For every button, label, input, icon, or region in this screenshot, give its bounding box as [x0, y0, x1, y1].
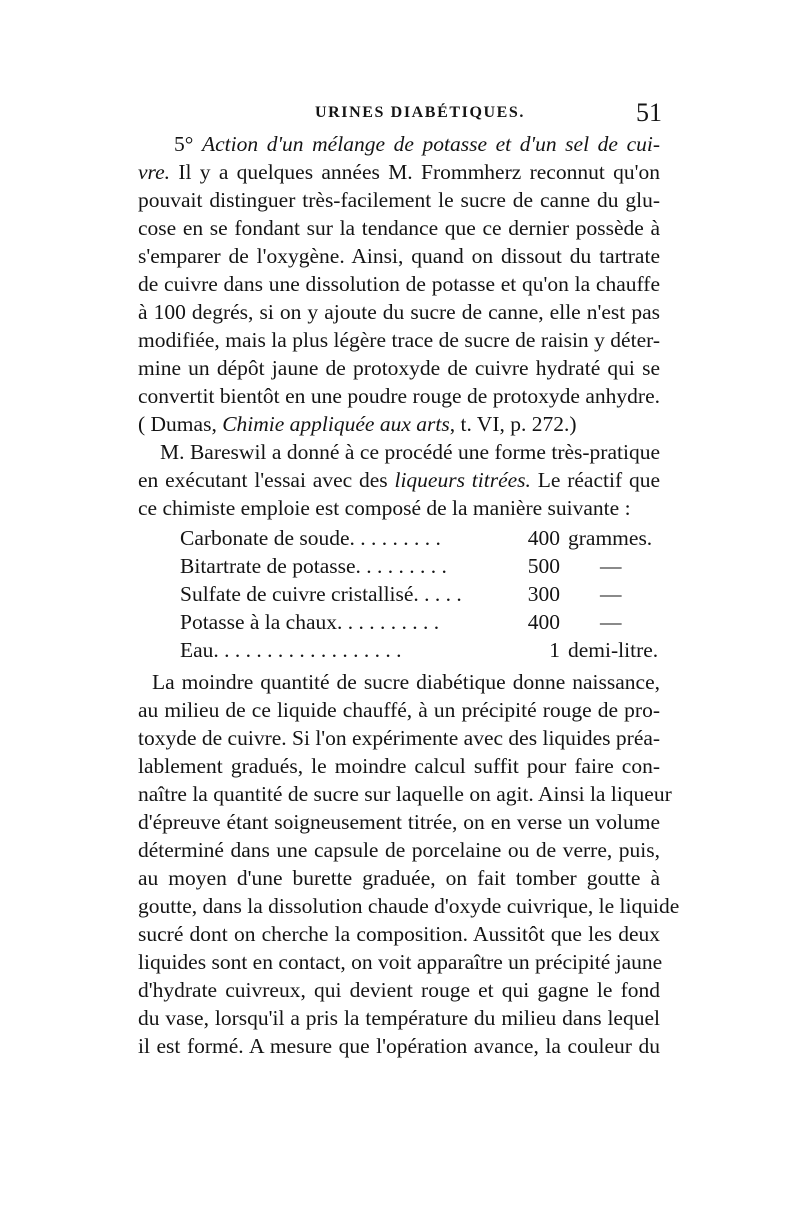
recipe-row	[180, 524, 653, 552]
paragraph-line: pouvait distinguer très-facilement le sucre de canne du glu-	[138, 188, 660, 212]
recipe-row	[180, 608, 630, 636]
ingredient-label: Bitartrate de potasse. . . . . . . . .	[180, 554, 447, 578]
paragraph-line: ce chimiste emploie est composé de la manière suivante :	[138, 496, 631, 520]
paragraph-line	[138, 158, 660, 186]
ingredient-label: Carbonate de soude. . . . . . . . .	[180, 526, 441, 550]
paragraph-line: il est formé. A mesure que l'opération avance, la couleur du	[138, 1034, 660, 1058]
ingredient-quantity: 300	[527, 582, 560, 606]
paragraph-line: goutte, dans la dissolution chaude d'oxyde cuivrique, le liquide	[138, 894, 680, 918]
paragraph-line: au moyen d'une burette graduée, on fait tomber goutte à	[138, 866, 660, 890]
text-span: ( Dumas,	[138, 412, 223, 436]
citation-title: Chimie appliquée aux arts	[222, 412, 450, 436]
ingredient-unit: demi-litre.	[568, 638, 659, 662]
paragraph-line: convertit bientôt en une poudre rouge de protoxyde anhydre.	[138, 384, 660, 408]
citation-line	[138, 410, 660, 438]
ingredient-unit: —	[600, 582, 622, 606]
paragraph-line: naître la quantité de sucre sur laquelle on agit. Ainsi la liqueur	[138, 782, 672, 806]
paragraph-line: cose en se fondant sur la tendance que ce dernier possède à	[138, 216, 660, 240]
paragraph-line: sucré dont on cherche la composition. Aussitôt que les deux	[138, 922, 660, 946]
paragraph-line: lablement gradués, le moindre calcul suffit pour faire con-	[138, 754, 660, 778]
text-span: , t. VI, p. 272.)	[449, 412, 577, 436]
ingredient-label: Potasse à la chaux. . . . . . . . . .	[180, 610, 440, 634]
ingredient-unit: grammes.	[568, 526, 653, 550]
recipe-row	[180, 552, 630, 580]
paragraph-line: de cuivre dans une dissolution de potasse et qu'on la chauffe	[138, 272, 660, 296]
paragraph-line: liquides sont en contact, on voit apparaître un précipité jaune	[138, 950, 663, 974]
section-title: Action d'un mélange de potasse et d'un sel de cui-	[201, 132, 660, 156]
paragraph-line: à 100 degrés, si on y ajoute du sucre de canne, elle n'est pas	[138, 300, 660, 324]
paragraph-line: du vase, lorsqu'il a pris la température du milieu dans lequel	[138, 1006, 660, 1030]
ingredient-quantity: 1	[549, 638, 560, 662]
paragraph-line: s'emparer de l'oxygène. Ainsi, quand on dissout du tartrate	[138, 244, 660, 268]
ingredient-unit: —	[600, 554, 622, 578]
ingredient-quantity: 400	[527, 526, 560, 550]
section-number: 5°	[174, 132, 202, 156]
paragraph-line: modifiée, mais la plus légère trace de sucre de raisin y déter-	[138, 328, 660, 352]
paragraph-line: d'hydrate cuivreux, qui devient rouge et qui gagne le fond	[138, 978, 660, 1002]
page-number: 51	[636, 98, 662, 127]
ingredient-unit: —	[600, 610, 622, 634]
page-header	[140, 98, 662, 130]
paragraph-line	[138, 466, 660, 494]
paragraph-line	[174, 130, 660, 158]
paragraph-line: M. Bareswil a donné à ce procédé une forme très-pratique	[160, 440, 660, 464]
emphasis: liqueurs titrées.	[394, 468, 531, 492]
ingredient-quantity: 500	[527, 554, 560, 578]
paragraph-line: d'épreuve étant soigneusement titrée, on en verse un volume	[138, 810, 660, 834]
recipe-row	[180, 580, 630, 608]
text-span: Il y a quelques années M. Frommherz reconnut qu'on	[170, 160, 660, 184]
running-title: URINES DIABÉTIQUES.	[315, 104, 526, 121]
paragraph-line: déterminé dans une capsule de porcelaine ou de verre, puis,	[138, 838, 660, 862]
ingredient-label: Sulfate de cuivre cristallisé. . . . .	[180, 582, 462, 606]
paragraph-line: au milieu de ce liquide chauffé, à un précipité rouge de pro-	[138, 698, 660, 722]
paragraph-line: toxyde de cuivre. Si l'on expérimente avec des liquides préa-	[138, 726, 661, 750]
ingredient-label: Eau. . . . . . . . . . . . . . . . . .	[180, 638, 402, 662]
text-span: en exécutant l'essai avec des	[138, 468, 395, 492]
text-span: Le réactif que	[530, 468, 660, 492]
ingredient-quantity: 400	[527, 610, 560, 634]
paragraph-line: La moindre quantité de sucre diabétique donne naissance,	[152, 670, 660, 694]
paragraph-line: mine un dépôt jaune de protoxyde de cuivre hydraté qui se	[138, 356, 660, 380]
recipe-row	[180, 636, 659, 664]
section-title-end: vre.	[138, 160, 171, 184]
